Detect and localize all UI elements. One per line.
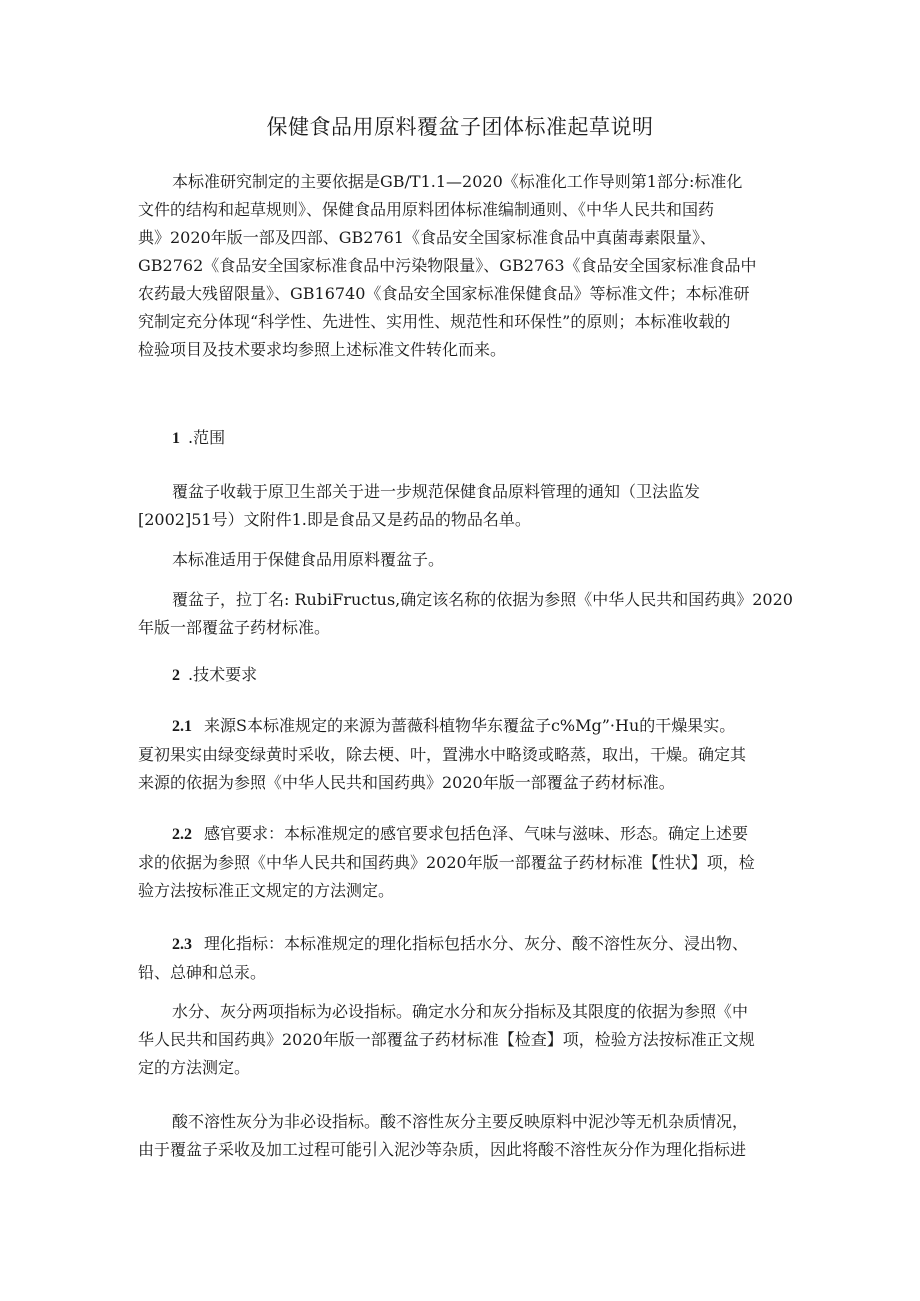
text-line: 典》2020年版一部及四部、GB2761《食品安全国家标准食品中真菌毒素限量》、 [138, 228, 716, 247]
text-line: 夏初果实由绿变绿黄时采收，除去梗、叶，置沸水中略烫或略蒸，取出，干燥。确定其 [138, 745, 747, 764]
text-line: 由于覆盆子采收及加工过程可能引入泥沙等杂质，因此将酸不溶性灰分作为理化指标进 [138, 1140, 747, 1159]
section-label: .技术要求 [188, 665, 258, 684]
text-line [138, 712, 798, 741]
section-number: 1 [172, 430, 180, 447]
item-text: 感官要求：本标准规定的感官要求包括色泽、气味与滋味、形态。确定上述要 [204, 824, 749, 843]
text-line: [2002]51号）文附件1.即是食品又是药品的物品名单。 [138, 510, 531, 529]
text-line: 文件的结构和起草规则》、保健食品用原料团体标准编制通则、《中华人民共和国药 [138, 200, 715, 219]
intro-paragraph [138, 168, 798, 364]
text-line: 究制定充分体现“科学性、先进性、实用性、规范性和环保性”的原则；本标准收载的 [138, 312, 731, 331]
scope-paragraph-2 [138, 546, 798, 574]
section-heading-scope [172, 424, 225, 453]
text-line: 农药最大残留限量》、GB16740《食品安全国家标准保健食品》等标准文件；本标准研 [138, 284, 750, 303]
text-line: 检验项目及技术要求均参照上述标准文件转化而来。 [138, 340, 507, 359]
section-label: .范围 [188, 428, 226, 447]
text-line: 铅、总砷和总汞。 [138, 963, 267, 982]
text-line: 本标准适用于保健食品用原料覆盆子。 [172, 550, 445, 569]
scope-paragraph-1 [138, 478, 798, 534]
item-2-1 [138, 712, 798, 797]
text-line: 定的方法测定。 [138, 1058, 251, 1077]
text-line: 求的依据为参照《中华人民共和国药典》2020年版一部覆盆子药材标准【性状】项，检 [138, 853, 755, 872]
item-text: 来源S本标准规定的来源为蔷薇科植物华东覆盆子c%Mg”·Hu的干燥果实。 [204, 716, 736, 735]
document-title: 保健食品用原料覆盆子团体标准起草说明 [266, 115, 654, 139]
section-heading-technical [172, 661, 257, 690]
text-line: 本标准研究制定的主要依据是GB/T1.1—2020《标准化工作导则第1部分:标准化 [172, 172, 743, 191]
text-line: 酸不溶性灰分为非必设指标。酸不溶性灰分主要反映原料中泥沙等无机杂质情况， [172, 1112, 749, 1131]
text-line: 年版一部覆盆子药材标准。 [138, 618, 331, 637]
item-number: 2.2 [172, 826, 192, 843]
text-line: 覆盆子，拉丁名: RubiFructus,确定该名称的依据为参照《中华人民共和国药典》2020 [172, 590, 793, 609]
acid-insoluble-ash-paragraph [138, 1108, 798, 1164]
scope-paragraph-3 [138, 586, 798, 642]
item-2-2 [138, 820, 798, 905]
item-number: 2.3 [172, 936, 192, 953]
section-number: 2 [172, 667, 180, 684]
water-ash-paragraph [138, 998, 798, 1082]
text-line: 来源的依据为参照《中华人民共和国药典》2020年版一部覆盆子药材标准。 [138, 773, 675, 792]
text-line: 覆盆子收载于原卫生部关于进一步规范保健食品原料管理的通知（卫法监发 [172, 482, 701, 501]
item-number: 2.1 [172, 718, 192, 735]
item-text: 理化指标：本标准规定的理化指标包括水分、灰分、酸不溶性灰分、浸出物、 [204, 934, 749, 953]
text-line: 华人民共和国药典》2020年版一部覆盆子药材标准【检查】项，检验方法按标准正文规 [138, 1030, 755, 1049]
text-line: GB2762《食品安全国家标准食品中污染物限量》、GB2763《食品安全国家标准食品中 [138, 256, 757, 275]
text-line [138, 930, 798, 959]
text-line: 水分、灰分两项指标为必设指标。确定水分和灰分指标及其限度的依据为参照《中 [172, 1002, 749, 1021]
text-line: 验方法按标准正文规定的方法测定。 [138, 881, 395, 900]
item-2-3 [138, 930, 798, 987]
text-line [138, 820, 798, 849]
